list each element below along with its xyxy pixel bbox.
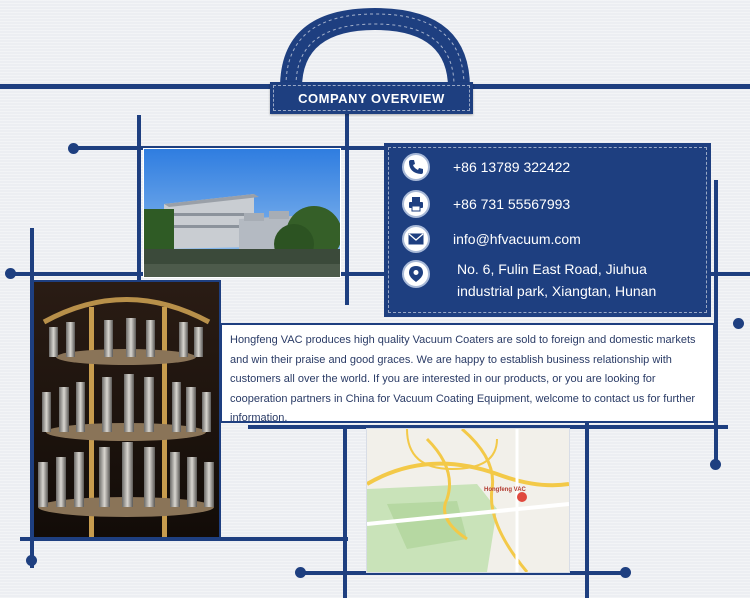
frame-dot <box>68 143 79 154</box>
contact-phone-row <box>402 153 570 181</box>
contact-address <box>457 258 656 302</box>
frame-dot <box>733 318 744 329</box>
frame-dot <box>620 567 631 578</box>
map-marker-label: Hongfeng VAC <box>484 487 526 493</box>
contact-email-row <box>402 225 581 253</box>
address-line-1: No. 6, Fulin East Road, Jiuhua <box>457 261 647 277</box>
address-line-2: industrial park, Xiangtan, Hunan <box>457 283 657 299</box>
location-pin-icon <box>402 260 430 288</box>
company-description: Hongfeng VAC produces high quality Vacuum Coaters are sold to foreign and domestic markets and win their praise and good graces. We are happy to establish business relationship with customers all over the world. If you are interested in our products, or you are looking for cooperation partners in China for Vacuum Coating Equipment, welcome to contact us for further information. <box>220 323 715 423</box>
phone-icon <box>402 153 430 181</box>
contact-fax-row <box>402 190 570 218</box>
contact-panel <box>384 143 711 317</box>
frame-line <box>137 115 141 285</box>
section-title: COMPANY OVERVIEW <box>298 90 445 106</box>
contact-phone[interactable]: +86 13789 322422 <box>453 159 571 175</box>
frame-dot <box>5 268 16 279</box>
frame-dot <box>710 459 721 470</box>
email-icon <box>402 225 430 253</box>
section-title-badge <box>270 82 473 114</box>
contact-address-row <box>402 258 656 302</box>
frame-dot <box>295 567 306 578</box>
contact-fax: +86 731 55567993 <box>453 196 571 212</box>
location-map[interactable] <box>366 428 570 573</box>
frame-dot <box>26 555 37 566</box>
vacuum-coating-fixture-photo <box>32 280 221 539</box>
factory-photo <box>143 148 341 278</box>
contact-email[interactable]: info@hfvacuum.com <box>453 231 581 247</box>
fax-icon <box>402 190 430 218</box>
